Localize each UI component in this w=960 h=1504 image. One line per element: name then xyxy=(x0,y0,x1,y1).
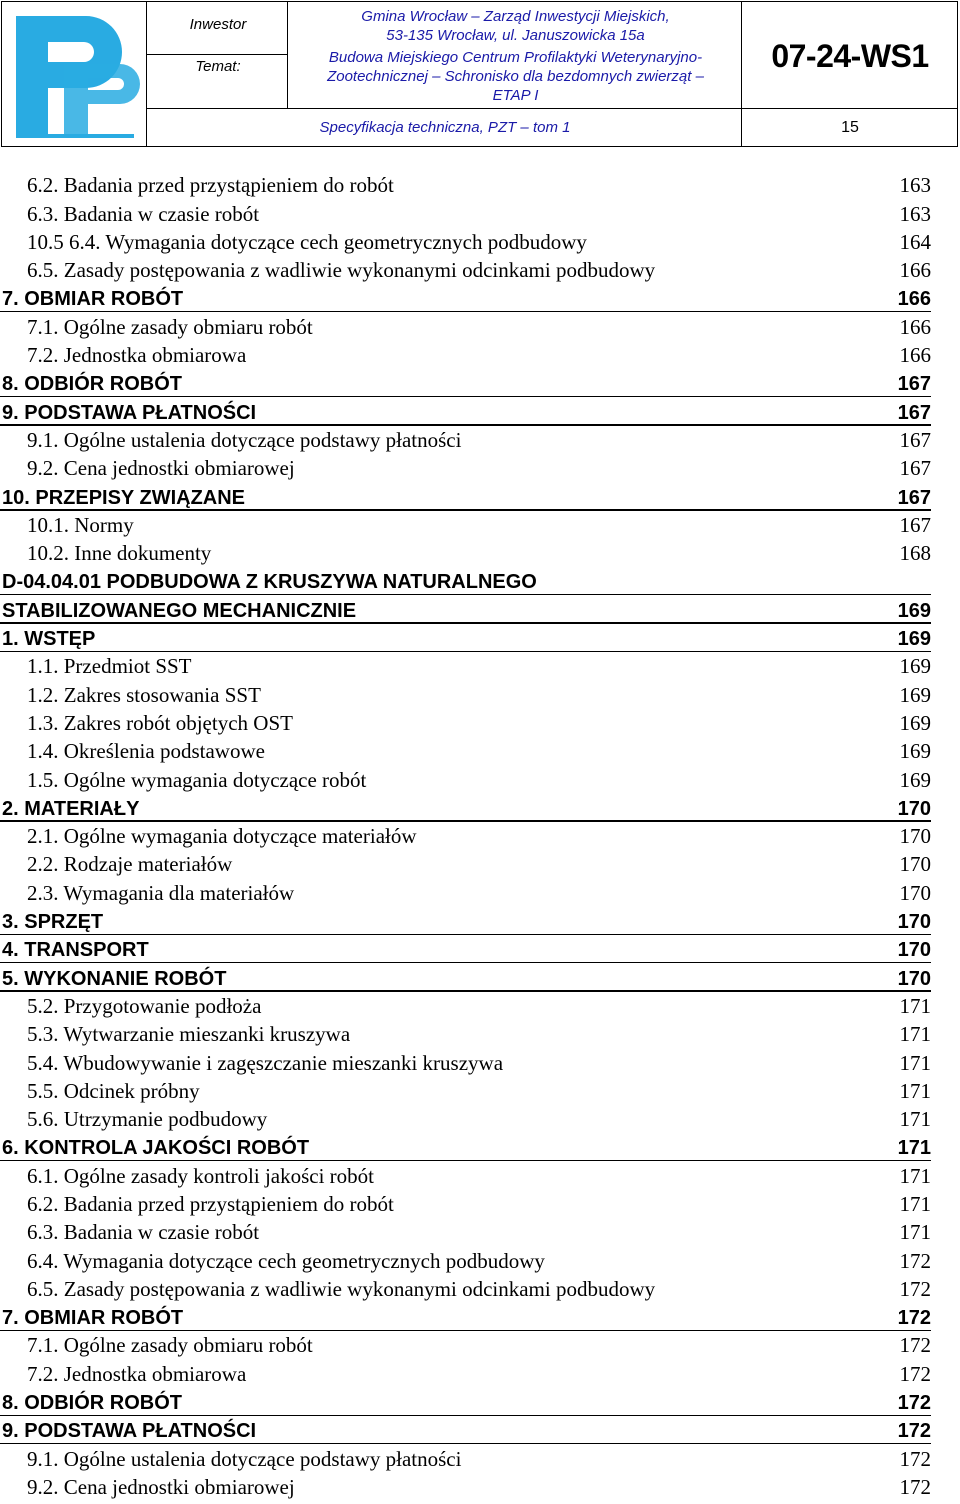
toc-entry xyxy=(0,344,960,372)
toc-entry-page: 167 xyxy=(897,373,931,396)
toc-entry-page: 169 xyxy=(897,599,931,622)
toc-entry xyxy=(0,655,960,683)
toc-entry xyxy=(0,315,960,343)
toc-entry-page: 166 xyxy=(899,258,931,283)
document-code: 07-24-WS1 xyxy=(771,38,929,74)
toc-entry xyxy=(0,1278,960,1306)
toc-entry-page: 167 xyxy=(899,456,931,481)
toc-entry-title: 1.1. Przedmiot SST xyxy=(27,654,192,679)
toc-entry-title: 3. SPRZĘT xyxy=(2,911,104,934)
toc-entry-page: 164 xyxy=(899,229,931,254)
toc-entry-title: 1.3. Zakres robót objętych OST xyxy=(27,710,293,735)
toc-entry xyxy=(0,570,960,598)
toc-entry-title: 5.3. Wytwarzanie mieszanki kruszywa xyxy=(27,1022,351,1047)
toc-entry-title: 7. OBMIAR ROBÓT xyxy=(2,1307,184,1330)
toc-entry-title: 8. ODBIÓR ROBÓT xyxy=(2,1392,183,1415)
toc-entry-page: 170 xyxy=(899,880,931,905)
toc-entry xyxy=(0,881,960,909)
toc-entry-page: 172 xyxy=(897,1420,931,1443)
toc-entry-title: 9. PODSTAWA PŁATNOŚCI xyxy=(2,1420,257,1443)
toc-entry-title: 10.1. Normy xyxy=(27,512,134,537)
company-logo-icon xyxy=(8,8,142,142)
toc-entry-title: 2.3. Wymagania dla materiałów xyxy=(27,880,295,905)
toc-entry-page: 171 xyxy=(897,1137,931,1160)
toc-entry-title: 5.6. Utrzymanie podbudowy xyxy=(27,1107,268,1132)
toc-entry-title: 7.1. Ogólne zasady obmiaru robót xyxy=(27,314,313,339)
toc-entry-title: 10. PRZEPISY ZWIĄZANE xyxy=(2,486,246,509)
toc-entry-title: 6.2. Badania przed przystąpieniem do robót xyxy=(27,1191,394,1216)
toc-entry xyxy=(0,429,960,457)
toc-entry xyxy=(0,1419,960,1447)
toc-entry-page: 170 xyxy=(897,797,931,820)
toc-entry-page: 171 xyxy=(899,1078,931,1103)
toc-entry-title: 10.2. Inne dokumenty xyxy=(27,541,212,566)
toc-entry xyxy=(0,457,960,485)
toc-entry-title: 9.2. Cena jednostki obmiarowej xyxy=(27,1474,295,1499)
toc-entry-title: 10.5 6.4. Wymagania dotyczące cech geometrycznych podbudowy xyxy=(27,229,587,254)
subject-line-2: Zootechnicznej – Schronisko dla bezdomnych zwierząt – xyxy=(327,68,704,85)
toc-entry-title: 2.1. Ogólne wymagania dotyczące materiałów xyxy=(27,824,417,849)
toc-entry-page: 170 xyxy=(899,852,931,877)
toc-entry-page: 166 xyxy=(899,343,931,368)
toc-entry xyxy=(0,1108,960,1136)
specification-label: Specyfikacja techniczna, PZT – tom 1 xyxy=(319,119,571,136)
toc-entry xyxy=(0,1334,960,1362)
investor-line-2: 53-135 Wrocław, ul. Januszowicka 15a xyxy=(386,27,645,44)
toc-entry-page: 171 xyxy=(899,1022,931,1047)
toc-entry xyxy=(0,1136,960,1164)
toc-entry xyxy=(0,966,960,994)
toc-entry xyxy=(0,1306,960,1334)
toc-entry-title: 1.5. Ogólne wymagania dotyczące robót xyxy=(27,767,367,792)
toc-entry xyxy=(0,627,960,655)
toc-entry-page: 171 xyxy=(899,1191,931,1216)
toc-entry-page: 168 xyxy=(899,541,931,566)
toc-entry xyxy=(0,1391,960,1419)
toc-entry-title: 7.2. Jednostka obmiarowa xyxy=(27,1361,247,1386)
toc-entry-title: 6.1. Ogólne zasady kontroli jakości robót xyxy=(27,1163,375,1188)
toc-entry-title: 8. ODBIÓR ROBÓT xyxy=(2,373,183,396)
toc-entry-title: 6.4. Wymagania dotyczące cech geometrycznych podbudowy xyxy=(27,1248,545,1273)
toc-entry xyxy=(0,1164,960,1192)
toc-entry xyxy=(0,1080,960,1108)
toc-entry xyxy=(0,598,960,626)
toc-entry xyxy=(0,514,960,542)
toc-entry-title: 1. WSTĘP xyxy=(2,628,96,651)
toc-entry-page: 169 xyxy=(899,767,931,792)
toc-entry-page: 170 xyxy=(897,939,931,962)
toc-entry xyxy=(0,1362,960,1390)
toc-entry-title: 5.5. Odcinek próbny xyxy=(27,1078,200,1103)
toc-entry-page: 171 xyxy=(899,1050,931,1075)
toc-entry-title: 6.3. Badania w czasie robót xyxy=(27,201,260,226)
toc-entry-page: 171 xyxy=(899,1163,931,1188)
toc-entry-page: 169 xyxy=(899,654,931,679)
toc-entry-page: 167 xyxy=(899,512,931,537)
toc-entry-page: 172 xyxy=(899,1474,931,1499)
toc-entry xyxy=(0,542,960,570)
toc-entry-page: 163 xyxy=(899,201,931,226)
toc-entry xyxy=(0,372,960,400)
toc-entry xyxy=(0,683,960,711)
toc-entry xyxy=(0,740,960,768)
toc-entry xyxy=(0,1447,960,1475)
toc-entry xyxy=(0,174,960,202)
toc-entry xyxy=(0,202,960,230)
toc-entry xyxy=(0,1476,960,1504)
toc-entry-page: 166 xyxy=(899,314,931,339)
toc-entry-page: 172 xyxy=(899,1276,931,1301)
toc-entry-page: 172 xyxy=(899,1333,931,1358)
toc-entry-page: 167 xyxy=(897,486,931,509)
toc-entry-title: 6. KONTROLA JAKOŚCI ROBÓT xyxy=(2,1137,310,1160)
toc-entry-page: 163 xyxy=(899,173,931,198)
toc-entry-title: 6.5. Zasady postępowania z wadliwie wykonanymi odcinkami podbudowy xyxy=(27,258,656,283)
toc-entry xyxy=(0,825,960,853)
toc-entry xyxy=(0,938,960,966)
toc-entry-title: 2. MATERIAŁY xyxy=(2,797,140,820)
toc-entry-title: 9.1. Ogólne ustalenia dotyczące podstawy płatności xyxy=(27,427,462,452)
toc-entry xyxy=(0,485,960,513)
toc-entry-page: 169 xyxy=(899,739,931,764)
toc-entry xyxy=(0,1193,960,1221)
toc-entry-page: 172 xyxy=(899,1361,931,1386)
toc-entry xyxy=(0,768,960,796)
toc-entry xyxy=(0,910,960,938)
toc-entry-page: 172 xyxy=(899,1446,931,1471)
toc-entry-title: 1.4. Określenia podstawowe xyxy=(27,739,265,764)
toc-entry-page: 167 xyxy=(897,401,931,424)
investor-label: Inwestor xyxy=(189,16,247,33)
toc-entry-page: 172 xyxy=(897,1307,931,1330)
toc-entry xyxy=(0,231,960,259)
toc-entry-page: 170 xyxy=(897,911,931,934)
subject-label: Temat: xyxy=(195,58,241,75)
toc-entry-page: 169 xyxy=(899,710,931,735)
document-header xyxy=(1,1,958,147)
toc-entry-title: D-04.04.01 PODBUDOWA Z KRUSZYWA NATURALNEGO xyxy=(2,571,537,594)
investor-line-1: Gmina Wrocław – Zarząd Inwestycji Miejskich, xyxy=(361,8,670,25)
table-of-contents xyxy=(0,174,960,1504)
toc-entry-page: 169 xyxy=(899,682,931,707)
toc-entry xyxy=(0,995,960,1023)
toc-entry-page: 167 xyxy=(899,427,931,452)
toc-entry-title: 5.2. Przygotowanie podłoża xyxy=(27,993,262,1018)
toc-entry-title: 7.2. Jednostka obmiarowa xyxy=(27,343,247,368)
toc-entry-page: 172 xyxy=(899,1248,931,1273)
toc-entry xyxy=(0,853,960,881)
toc-entry xyxy=(0,797,960,825)
toc-entry-page: 171 xyxy=(899,1107,931,1132)
toc-entry xyxy=(0,259,960,287)
toc-entry-page: 170 xyxy=(897,967,931,990)
toc-entry-title: 4. TRANSPORT xyxy=(2,939,149,962)
toc-entry-title: 6.5. Zasady postępowania z wadliwie wykonanymi odcinkami podbudowy xyxy=(27,1276,656,1301)
subject-line-3: ETAP I xyxy=(492,87,539,104)
toc-entry xyxy=(0,400,960,428)
toc-entry-title: 5. WYKONANIE ROBÓT xyxy=(2,967,227,990)
page-number: 15 xyxy=(841,119,859,136)
toc-entry-title: 6.3. Badania w czasie robót xyxy=(27,1220,260,1245)
toc-entry xyxy=(0,1221,960,1249)
subject-line-1: Budowa Miejskiego Centrum Profilaktyki Weterynaryjno- xyxy=(328,49,703,66)
toc-entry-title: STABILIZOWANEGO MECHANICZNIE xyxy=(2,599,357,622)
toc-entry-title: 7.1. Ogólne zasady obmiaru robót xyxy=(27,1333,313,1358)
toc-entry xyxy=(0,1051,960,1079)
toc-entry-title: 9. PODSTAWA PŁATNOŚCI xyxy=(2,401,257,424)
toc-entry-title: 1.2. Zakres stosowania SST xyxy=(27,682,261,707)
toc-entry-title: 9.2. Cena jednostki obmiarowej xyxy=(27,456,295,481)
toc-entry-title: 6.2. Badania przed przystąpieniem do robót xyxy=(27,173,394,198)
toc-entry-title: 2.2. Rodzaje materiałów xyxy=(27,852,233,877)
toc-entry-title: 9.1. Ogólne ustalenia dotyczące podstawy płatności xyxy=(27,1446,462,1471)
toc-entry-page: 170 xyxy=(899,824,931,849)
toc-entry-page: 171 xyxy=(899,993,931,1018)
toc-entry xyxy=(0,1023,960,1051)
toc-entry-title: 5.4. Wbudowywanie i zagęszczanie mieszanki kruszywa xyxy=(27,1050,504,1075)
toc-entry xyxy=(0,287,960,315)
toc-entry-page: 166 xyxy=(897,288,931,311)
toc-entry xyxy=(0,712,960,740)
toc-entry xyxy=(0,1249,960,1277)
toc-entry-page: 169 xyxy=(897,628,931,651)
toc-entry-page: 171 xyxy=(899,1220,931,1245)
toc-entry-page: 172 xyxy=(897,1392,931,1415)
toc-entry-title: 7. OBMIAR ROBÓT xyxy=(2,288,184,311)
